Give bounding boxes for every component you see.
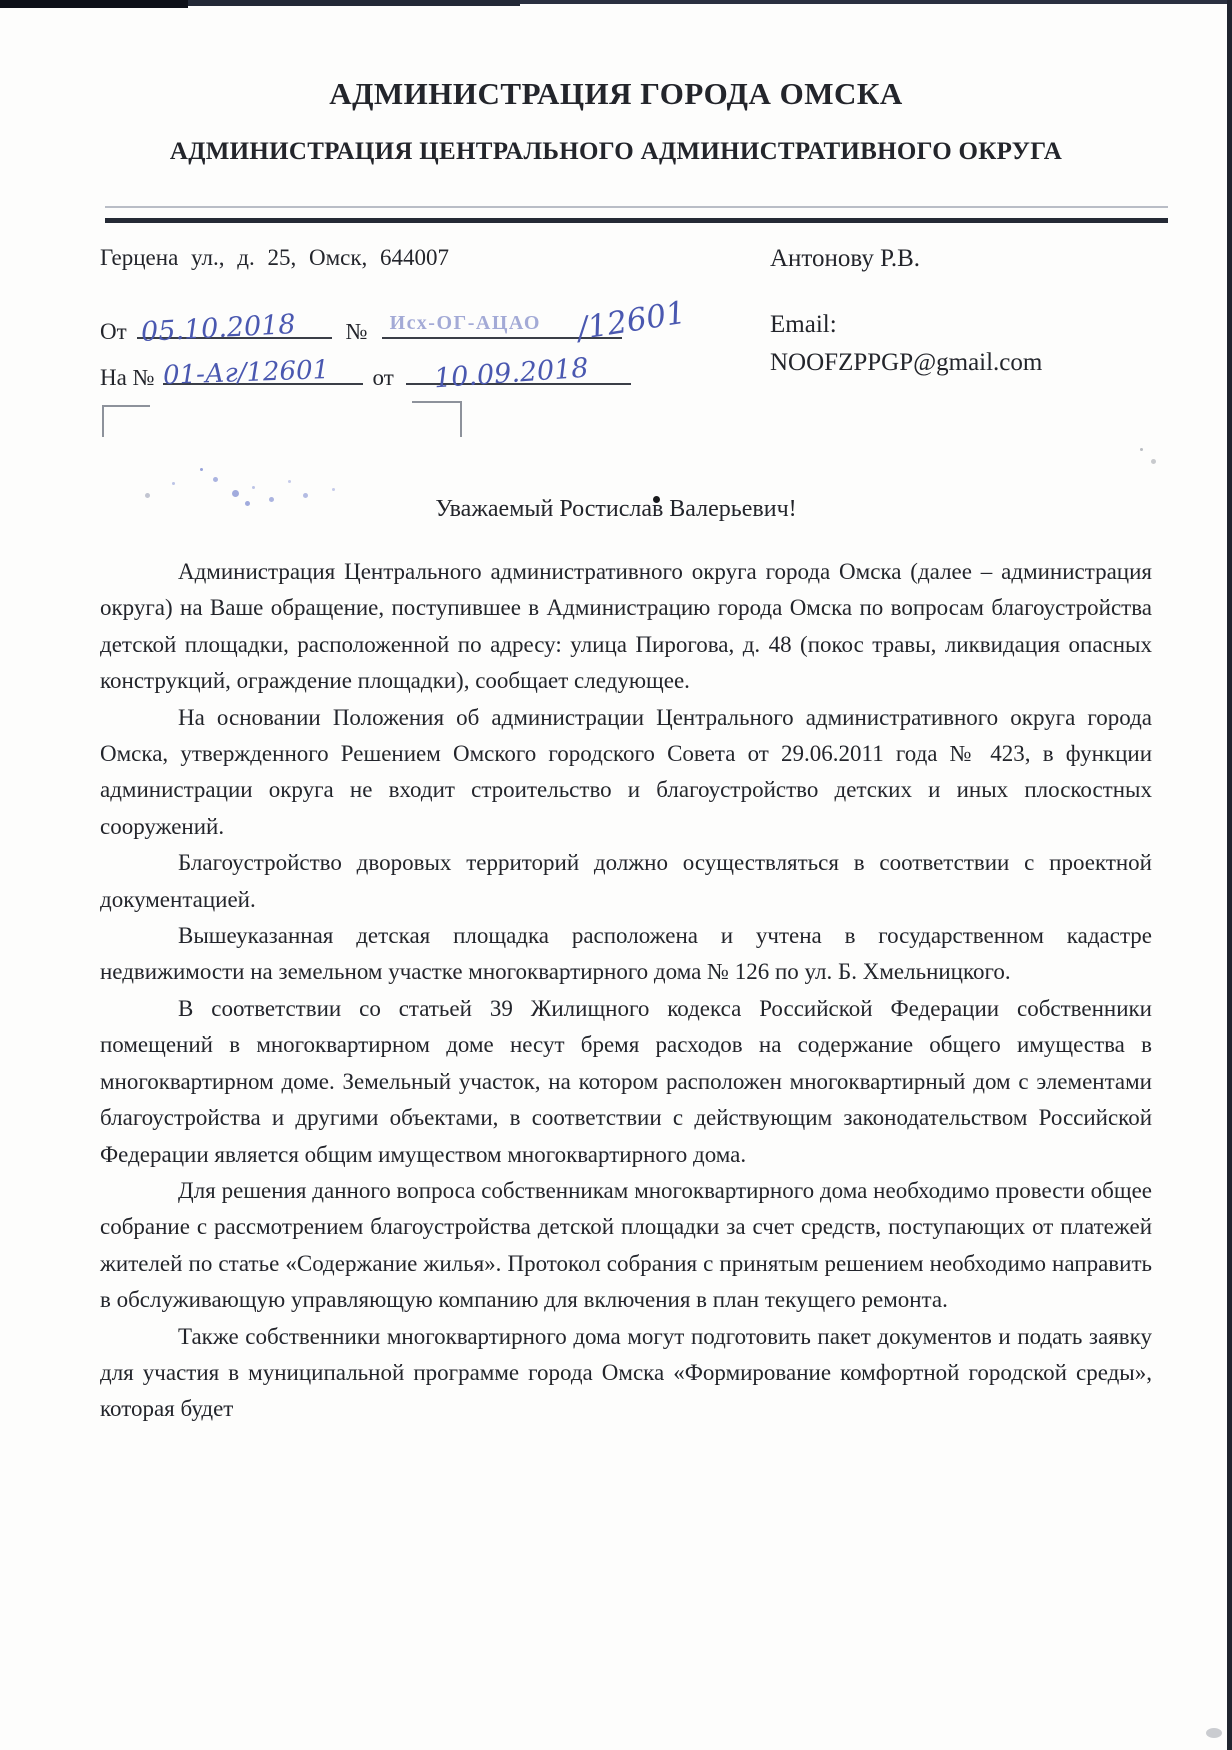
outgoing-number-handwritten: /12601 (574, 294, 688, 348)
ink-speckles (200, 468, 203, 471)
outgoing-number-stamp: Исх-ОГ-АЦАО (389, 312, 541, 334)
scan-edge-top-left (0, 0, 188, 8)
letterhead-divider (105, 206, 1168, 223)
body-paragraph-2: На основании Положения об администрации Центрального административного округа города Омска, утвержденного Решением Омского городского Совета от 29.06.2011 года № 423, в функции администрации округа не входит строительство и благоустройство детских и иных плоскостных сооружений. (100, 704, 1152, 839)
email-label: Email: (770, 311, 837, 338)
org-subtitle: АДМИНИСТРАЦИЯ ЦЕНТРАЛЬНОГО АДМИНИСТРАТИВНОГО ОКРУГА (169, 138, 1063, 165)
scan-edge-right (1227, 0, 1232, 1750)
recipient-email: NOOFZPPGP@gmail.com (770, 349, 1043, 376)
body-paragraph-1: Администрация Центрального административного округа города Омска (далее – администрация округа) на Ваше обращение, поступившее в Администрацию города Омска по вопросам благоустройства детской площадки, расположенной по адресу: улица Пирогова, д. 48 (покос травы, ликвидация опасных конструкций, ограждение площадки), сообщает следующее. (100, 559, 1152, 694)
scan-edge-top-mid (188, 0, 520, 6)
incoming-reference-line (100, 352, 631, 395)
address-corner-mark-left (102, 405, 150, 437)
incoming-number-field (162, 355, 363, 391)
number-label: № (345, 319, 368, 344)
outgoing-number-field (382, 294, 688, 348)
recipient-name: Антонову Р.В. (770, 245, 921, 272)
body-paragraph-7: Также собственники многоквартирного дома могут подготовить пакет документов и подать заявку для участия в муниципальной программе города Омска «Формирование комфортной городской среды», которая будет (100, 1323, 1152, 1422)
body-paragraph-6: Для решения данного вопроса собственникам многоквартирного дома необходимо провести общее собрание с рассмотрением благоустройства детской площадки за счет средств, поступающих от платежей жителей по статье «Содержание жилья». Протокол собрания с принятым решением необходимо направить в обслуживающую управляющую компанию для включения в план текущего ремонта. (100, 1177, 1152, 1313)
body-paragraph-3: Благоустройство дворовых территорий должно осуществляться в соответствии с проектной документацией. (100, 850, 1152, 912)
reply-label: На № (100, 365, 155, 390)
incoming-number-handwritten: 01-Аг/12601 (162, 355, 330, 391)
outgoing-date-handwritten: 05.10.2018 (139, 308, 296, 349)
address-corner-mark-right (412, 401, 462, 437)
from-label: От (100, 319, 127, 344)
letter-body (100, 554, 1152, 1428)
org-title: АДМИНИСТРАЦИЯ ГОРОДА ОМСКА (329, 76, 903, 111)
incoming-date-handwritten: 10.09.2018 (432, 352, 590, 395)
reply-from-label: от (372, 365, 394, 390)
body-paragraph-4: Вышеуказанная детская площадка расположена и учтена в государственном кадастре недвижимости на земельном участке многоквартирного дома № 126 по ул. Б. Хмельницкого. (100, 923, 1152, 985)
salutation: Уважаемый Ростислав Валерьевич! (435, 496, 797, 522)
scan-corner-smudge (1206, 1728, 1222, 1738)
incoming-date-field (406, 352, 631, 395)
outgoing-reference-line (100, 294, 688, 349)
sender-address: Герцена ул., д. 25, Омск, 644007 (100, 245, 450, 270)
body-paragraph-5: В соответствии со статьей 39 Жилищного кодекса Российской Федерации собственники помещений в многоквартирном доме несут бремя расходов на содержание общего имущества в многоквартирном доме. Земельный участок, на котором расположен многоквартирный дом с элементами благоустройства и другими объектами, в соответствии с действующим законодательством Российской Федерации является общим имуществом многоквартирного дома. (100, 995, 1152, 1167)
outgoing-date-field (137, 308, 332, 349)
